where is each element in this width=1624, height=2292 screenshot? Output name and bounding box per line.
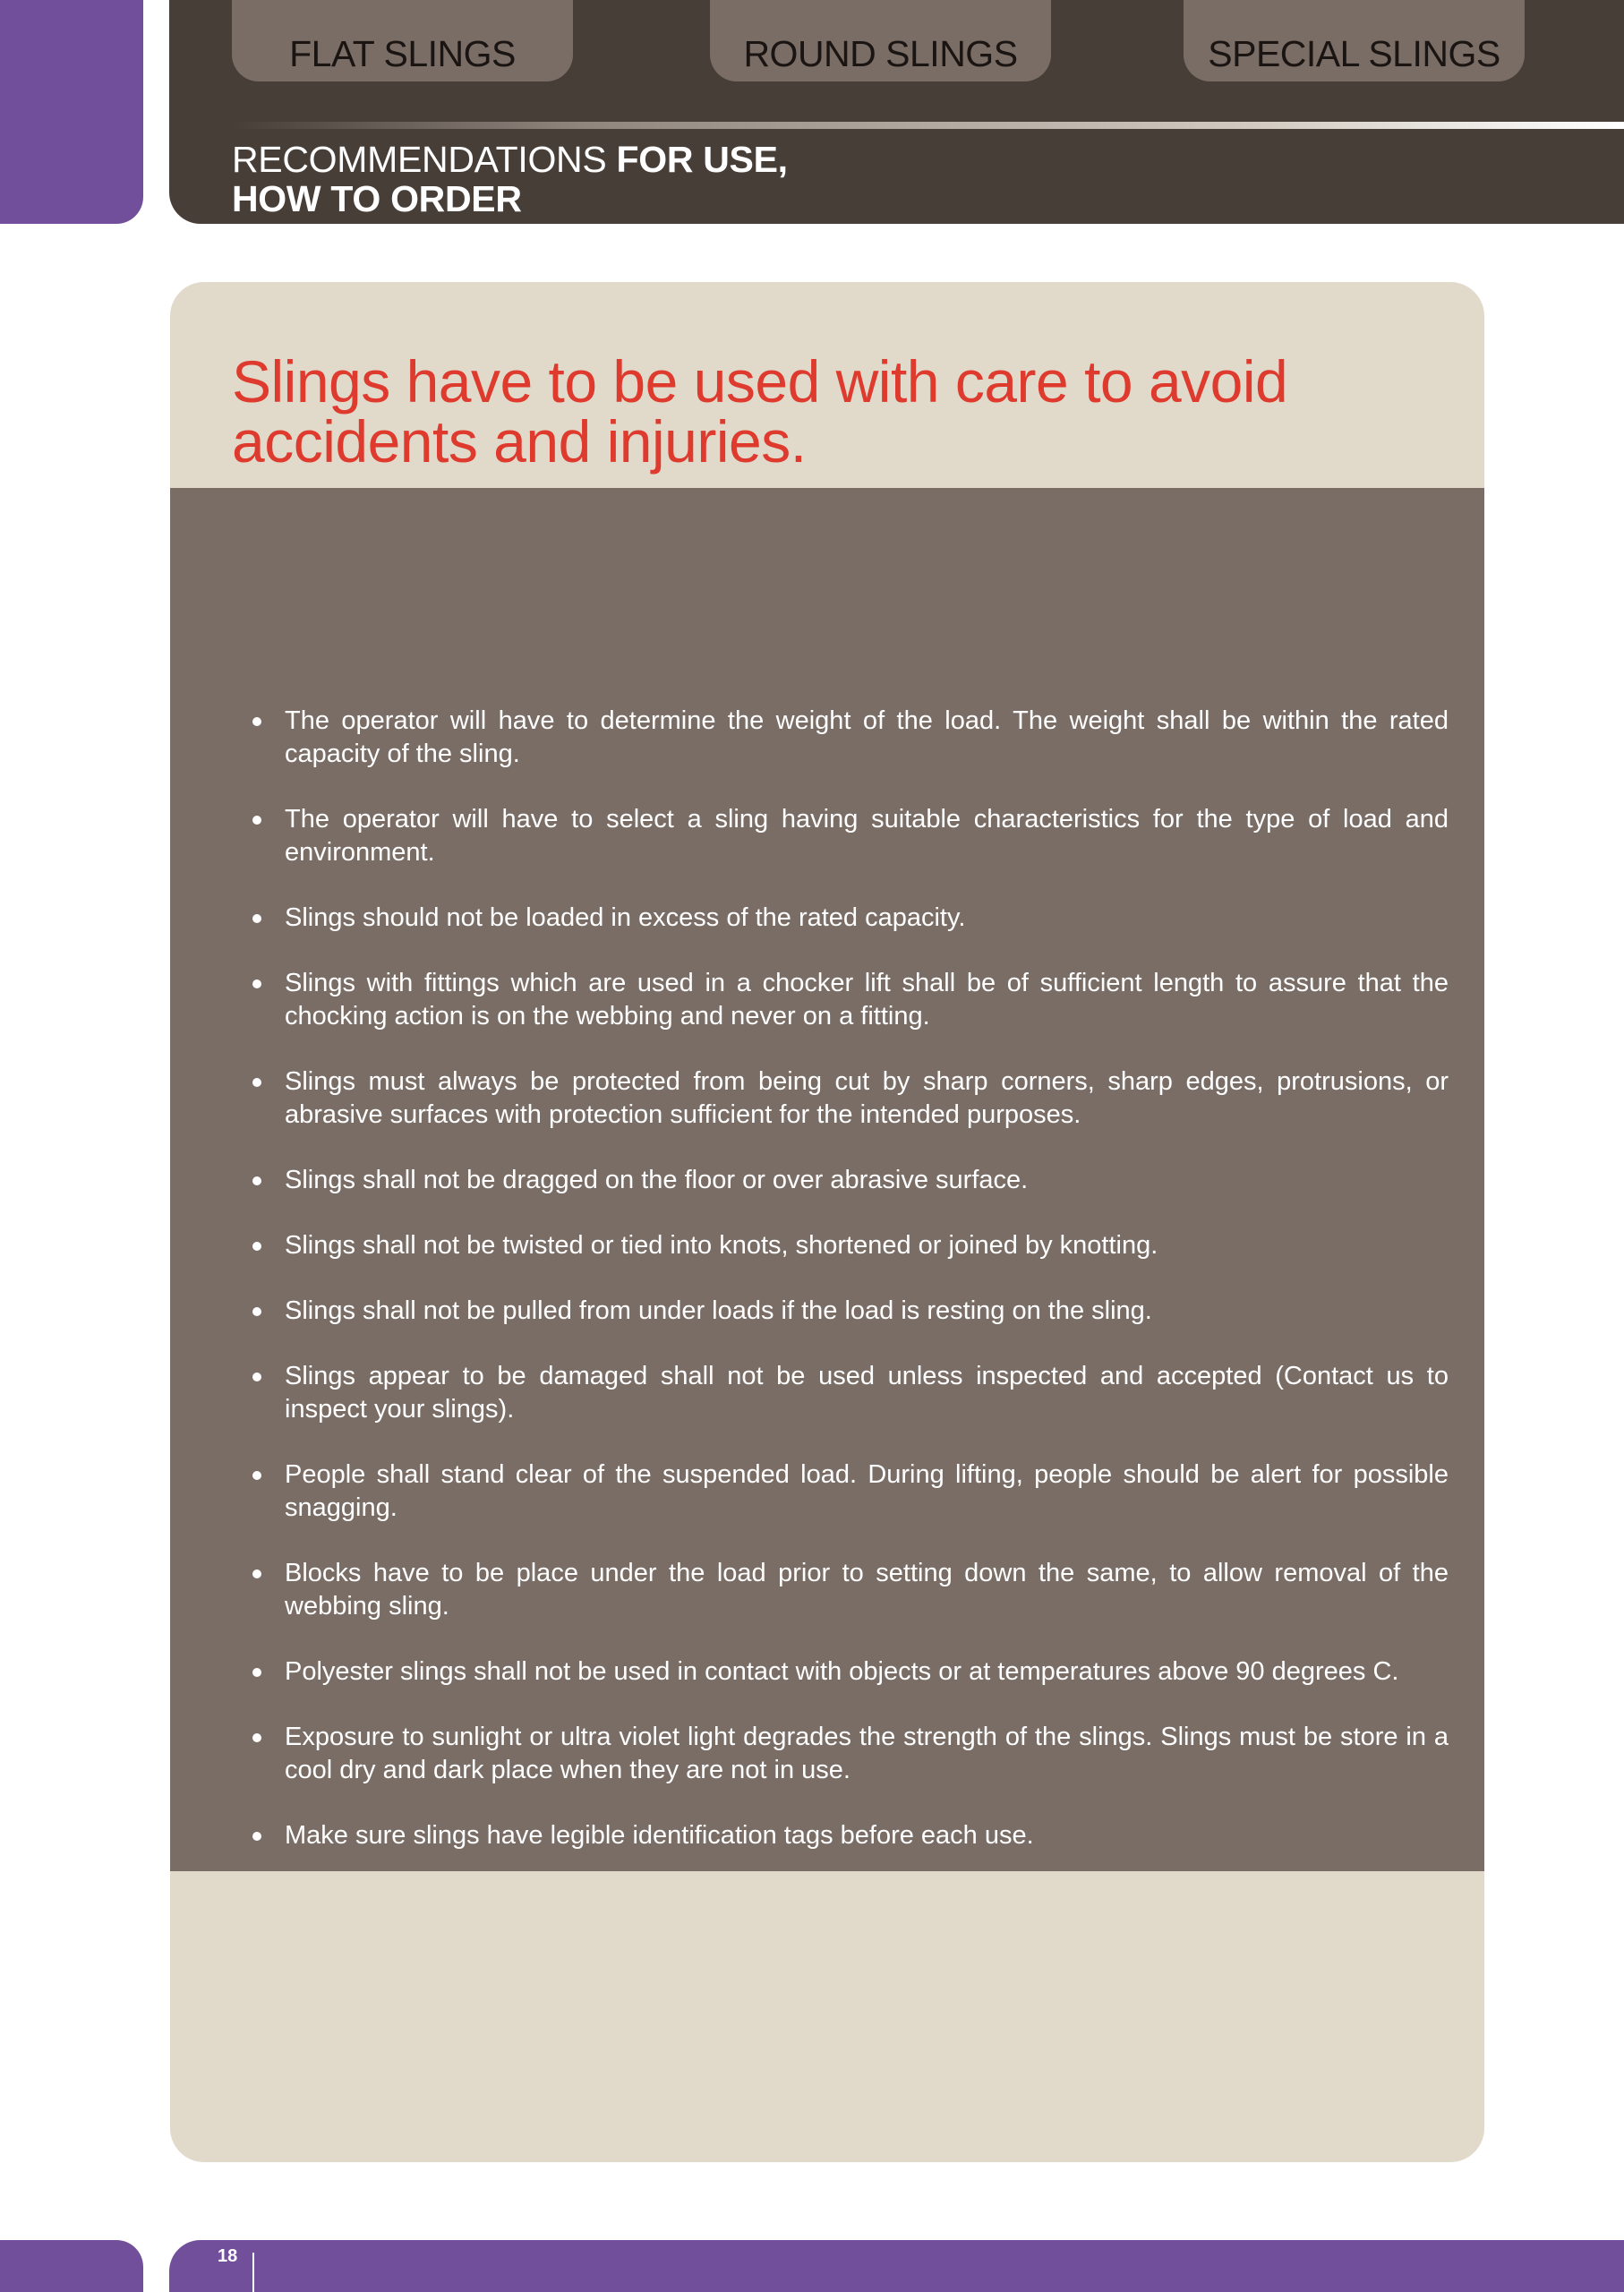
bullet-icon [252,1471,261,1480]
list-item [249,1295,1449,1328]
list-item [249,1721,1449,1787]
bullet-icon [252,1569,261,1578]
list-item-text: Slings with fittings which are used in a chocker lift shall be of sufficient length to assure that the chocking action is on the webbing and never on a fitting. [285,969,1449,1031]
list-item-text: Polyester slings shall not be used in contact with objects or at temperatures above 90 degrees C. [285,1657,1399,1686]
section-heading-bold-2: HOW TO ORDER [232,178,522,219]
list-item-text: Blocks have to be place under the load prior to setting down the same, to allow removal of the webbing sling. [285,1559,1449,1621]
list-item-text: Exposure to sunlight or ultra violet light degrades the strength of the slings. Slings must be store in a cool dry and dark place when they are not in use. [285,1723,1449,1784]
list-item [249,1819,1449,1852]
list-item [249,1065,1449,1132]
header-divider-line [232,122,1624,129]
section-heading-bold-1: FOR USE, [616,139,788,180]
card-title [232,348,1449,475]
list-item [249,1655,1449,1689]
list-item [249,1360,1449,1426]
list-item [249,705,1449,771]
tab-special-slings-label: SPECIAL SLINGS [1208,33,1500,74]
tab-flat-slings[interactable] [232,0,573,81]
card-title-line-2: accidents and injuries. [232,408,807,475]
corner-accent-top [0,0,143,224]
list-item [249,1557,1449,1623]
tab-flat-slings-label: FLAT SLINGS [289,33,516,74]
list-item-text: The operator will have to determine the weight of the load. The weight shall be within the rated capacity of the sling. [285,706,1449,768]
footer-band [169,2240,1624,2292]
list-item-text: Slings must always be protected from being cut by sharp corners, sharp edges, protrusions, or abrasive surfaces with protection sufficient for the intended purposes. [285,1067,1449,1129]
list-item-text: Slings shall not be twisted or tied into knots, shortened or joined by knotting. [285,1231,1158,1260]
tab-round-slings-label: ROUND SLINGS [743,33,1018,74]
list-item [249,967,1449,1033]
list-item-text: Slings shall not be pulled from under loads if the load is resting on the sling. [285,1296,1152,1325]
bullet-icon [252,717,261,726]
bullet-icon [252,1242,261,1251]
card-title-line-1: Slings have to be used with care to avoid [232,348,1288,415]
list-item-text: Slings shall not be dragged on the floor or over abrasive surface. [285,1166,1029,1194]
bullet-icon [252,979,261,988]
bullet-icon [252,1733,261,1742]
bullet-icon [252,1176,261,1185]
bullet-icon [252,914,261,923]
list-item [249,1229,1449,1262]
recommendations-card [170,282,1484,2162]
tab-round-slings[interactable] [710,0,1051,81]
bullet-icon [252,1832,261,1841]
list-item-text: Slings appear to be damaged shall not be used unless inspected and accepted (Contact us to inspect your slings). [285,1362,1449,1424]
bullet-icon [252,1373,261,1381]
list-item [249,902,1449,935]
list-item [249,803,1449,869]
bullet-icon [252,1668,261,1677]
list-item-text: People shall stand clear of the suspended load. During lifting, people should be alert for possible snagging. [285,1460,1449,1522]
list-item [249,1458,1449,1525]
section-heading [232,140,1038,218]
bullet-icon [252,816,261,825]
list-item [249,1164,1449,1197]
corner-accent-bottom [0,2240,143,2292]
list-item-text: Make sure slings have legible identification tags before each use. [285,1821,1034,1850]
bullet-icon [252,1307,261,1316]
page-number: 18 [218,2246,238,2266]
list-item-text: The operator will have to select a sling having suitable characteristics for the type of load and environment. [285,805,1449,867]
page-number-divider [252,2253,254,2292]
tab-special-slings[interactable] [1184,0,1525,81]
bullet-icon [252,1078,261,1087]
section-heading-light: RECOMMENDATIONS [232,139,607,180]
list-item-text: Slings should not be loaded in excess of the rated capacity. [285,903,966,932]
recommendation-list [249,705,1449,1885]
